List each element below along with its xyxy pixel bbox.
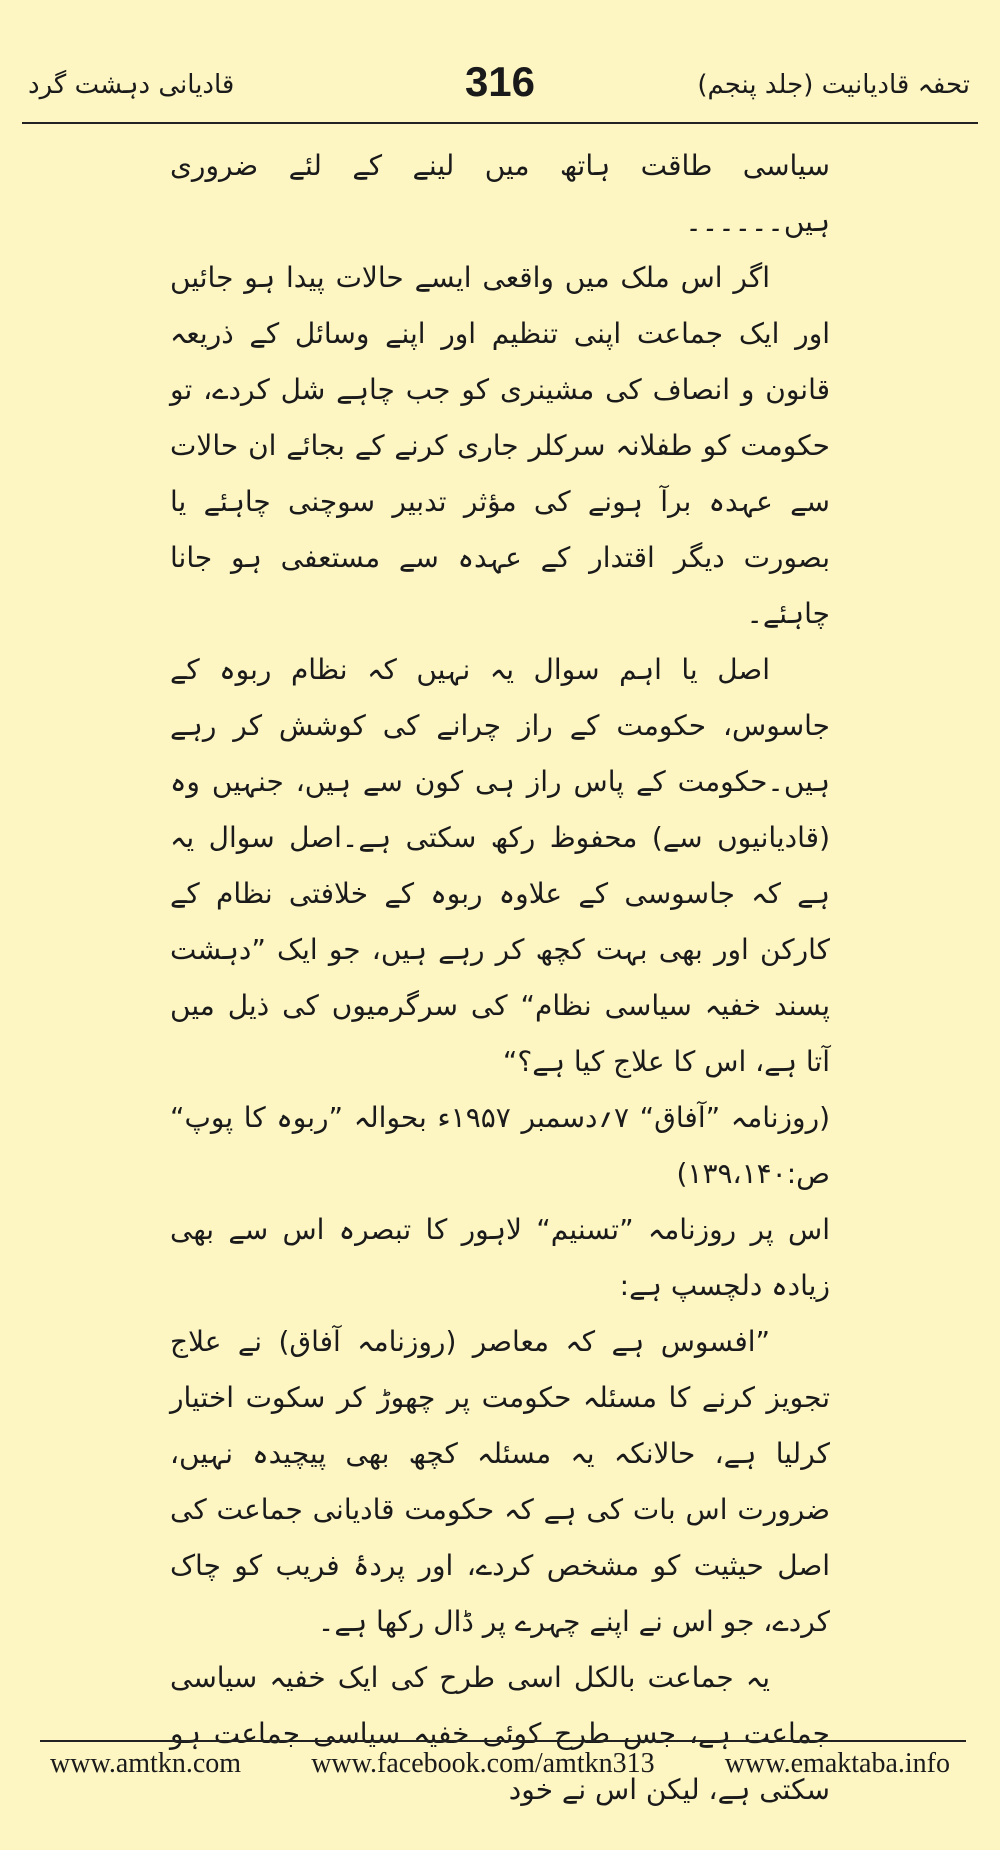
paragraph-1: سیاسی طاقت ہاتھ میں لینے کے لئے ضروری ہیں۔۔۔۔۔۔ xyxy=(170,149,830,238)
footer-link-facebook[interactable]: www.facebook.com/amtkn313 xyxy=(311,1748,655,1779)
book-title: تحفہ قادیانیت (جلد پنجم) xyxy=(697,70,970,100)
footer-divider xyxy=(40,1740,966,1742)
chapter-title: قادیانی دہشت گرد xyxy=(28,70,235,100)
footer-link-amtkn[interactable]: www.amtkn.com xyxy=(50,1748,242,1779)
header-divider xyxy=(22,122,978,124)
paragraph-4: اس پر روزنامہ ”تسنیم“ لاہور کا تبصرہ اس سے بھی زیادہ دلچسپ ہے: xyxy=(170,1213,830,1302)
paragraph-2: اگر اس ملک میں واقعی ایسے حالات پیدا ہو جائیں اور ایک جماعت اپنی تنظیم اور اپنے وسائل کے ذریعہ قانون و انصاف کی مشینری کو جب چاہے شل کردے، تو حکومت کو طفلانہ سرکلر جاری کرنے کے بجائے ان حالات سے عہدہ برآ ہونے کی مؤثر تدبیر سوچنی چاہئے یا بصورت دیگر اقتدار کے عہدہ سے مستعفی ہو جانا چاہئے۔ xyxy=(170,261,830,630)
paragraph-3: اصل یا اہم سوال یہ نہیں کہ نظام ربوہ کے جاسوس، حکومت کے راز چرانے کی کوشش کر رہے ہیں۔حکومت کے پاس راز ہی کون سے ہیں، جنہیں وہ (قادیانیوں سے) محفوظ رکھ سکتی ہے۔اصل سوال یہ ہے کہ جاسوسی کے علاوہ ربوہ کے خلافتی نظام کے کارکن اور بھی بہت کچھ کر رہے ہیں، جو ایک ”دہشت پسند خفیہ سیاسی نظام“ کی سرگرمیوں کی ذیل میں آتا ہے، اس کا علاج کیا ہے؟“ xyxy=(170,653,830,1078)
page-number: 316 xyxy=(464,58,536,105)
footer-link-emaktaba[interactable]: www.emaktaba.info xyxy=(724,1748,950,1779)
paragraph-5: یہ جماعت بالکل اسی طرح کی ایک خفیہ سیاسی جماعت ہے، جس طرح کوئی خفیہ سیاسی جماعت ہو سکتی ہے، لیکن اس نے خود xyxy=(170,1661,830,1806)
page-header xyxy=(0,0,1000,130)
page-body xyxy=(170,138,830,1818)
page-footer xyxy=(50,1748,950,1780)
quoted-paragraph: ”افسوس ہے کہ معاصر (روزنامہ آفاق) نے علاج تجویز کرنے کا مسئلہ حکومت پر چھوڑ کر سکوت اختیار کرلیا ہے، حالانکہ یہ مسئلہ کچھ بھی پیچیدہ نہیں، ضرورت اس بات کی ہے کہ حکومت قادیانی جماعت کی اصل حیثیت کو مشخص کردے، اور پردۂ فریب کو چاک کردے، جو اس نے اپنے چہرے پر ڈال رکھا ہے۔ xyxy=(170,1325,830,1638)
reference-citation: (روزنامہ ”آفاق“ ۷؍دسمبر ۱۹۵۷ء بحوالہ ”ربوہ کا پوپ“ ص:۱۳۹،۱۴۰) xyxy=(170,1101,831,1190)
